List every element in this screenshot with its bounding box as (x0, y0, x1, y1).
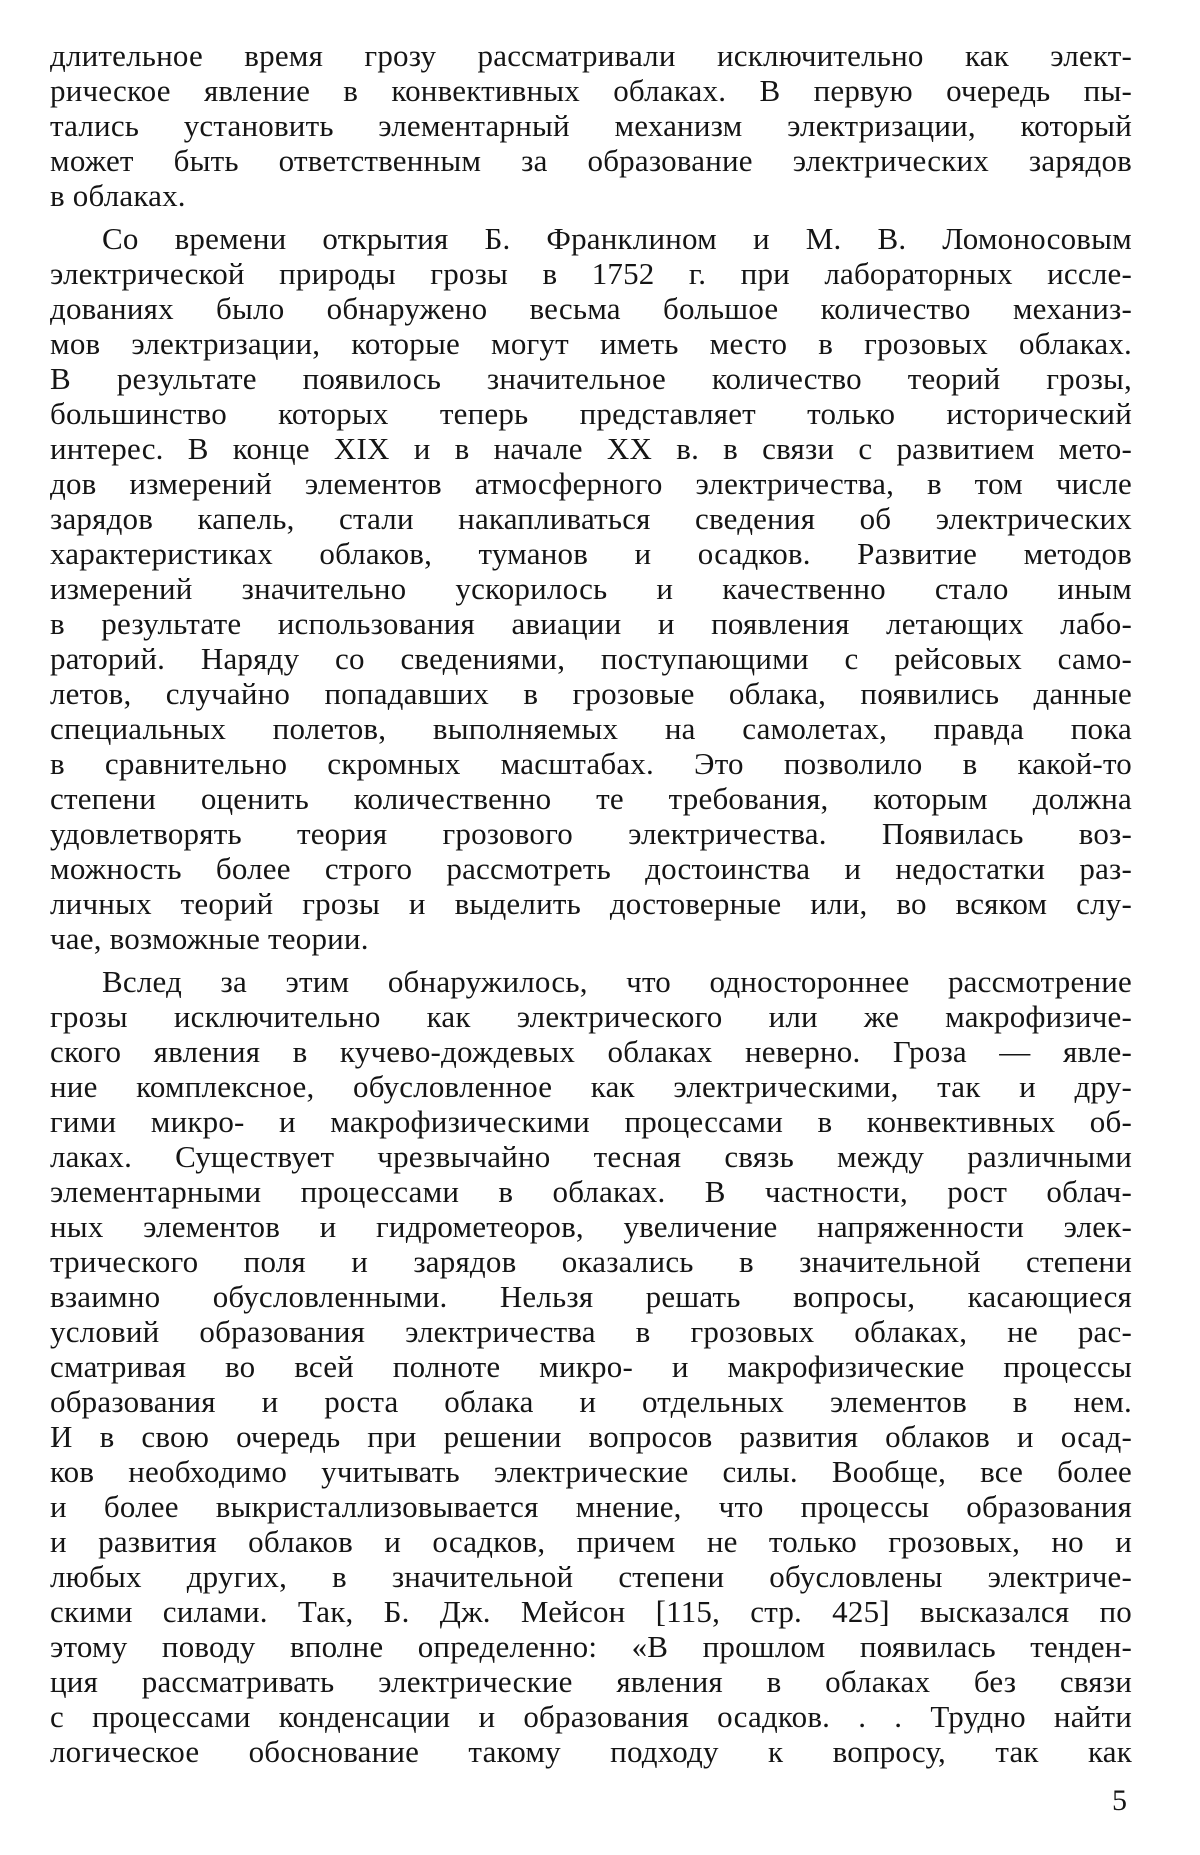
text-line: трического поля и зарядов оказались в значительной степени (50, 1244, 1132, 1279)
text-line: характеристиках облаков, туманов и осадков. Развитие методов (50, 536, 1132, 571)
text-line: длительное время грозу рассматривали исключительно как элект- (50, 38, 1132, 73)
paragraph (50, 38, 1132, 213)
text-line: скими силами. Так, Б. Дж. Мейсон [115, стр. 425] высказался по (50, 1594, 1132, 1629)
text-line: грозы исключительно как электрического или же макрофизиче- (50, 999, 1132, 1034)
text-line: дов измерений элементов атмосферного электричества, в том числе (50, 466, 1132, 501)
text-line: ского явления в кучево-дождевых облаках неверно. Гроза — явле- (50, 1034, 1132, 1069)
page-body (50, 38, 1132, 1769)
text-line: электрической природы грозы в 1752 г. при лабораторных иссле- (50, 256, 1132, 291)
text-line: образования и роста облака и отдельных элементов в нем. (50, 1384, 1132, 1419)
text-line: Вслед за этим обнаружилось, что одностороннее рассмотрение (102, 964, 1132, 999)
paragraph-gap (50, 956, 1132, 964)
text-line: Со времени открытия Б. Франклином и М. В. Ломоносовым (102, 221, 1132, 256)
text-line: тались установить элементарный механизм электризации, который (50, 108, 1132, 143)
text-line: В результате появилось значительное количество теорий грозы, (50, 361, 1132, 396)
text-line: летов, случайно попадавших в грозовые облака, появились данные (50, 676, 1132, 711)
text-line: рическое явление в конвективных облаках. В первую очередь пы- (50, 73, 1132, 108)
paragraph (50, 221, 1132, 956)
text-line: в облаках. (50, 178, 186, 213)
paragraph (50, 964, 1132, 1769)
text-line: специальных полетов, выполняемых на самолетах, правда пока (50, 711, 1132, 746)
text-line: в сравнительно скромных масштабах. Это позволило в какой-то (50, 746, 1132, 781)
text-line: и развития облаков и осадков, причем не только грозовых, но и (50, 1524, 1132, 1559)
text-line: логическое обоснование такому подходу к вопросу, так как (50, 1734, 1132, 1769)
text-line: ных элементов и гидрометеоров, увеличение напряженности элек- (50, 1209, 1132, 1244)
text-line: ние комплексное, обусловленное как электрическими, так и дру- (50, 1069, 1132, 1104)
text-line: степени оценить количественно те требования, которым должна (50, 781, 1132, 816)
text-line: И в свою очередь при решении вопросов развития облаков и осад- (50, 1419, 1132, 1454)
text-line: ков необходимо учитывать электрические силы. Вообще, все более (50, 1454, 1132, 1489)
text-line: может быть ответственным за образование электрических зарядов (50, 143, 1132, 178)
page-number: 5 (1112, 1784, 1127, 1817)
text-line: ция рассматривать электрические явления в облаках без связи (50, 1664, 1132, 1699)
paragraph-gap (50, 213, 1132, 221)
text-line: можность более строго рассмотреть достоинства и недостатки раз- (50, 851, 1132, 886)
text-line: и более выкристаллизовывается мнение, что процессы образования (50, 1489, 1132, 1524)
text-line: любых других, в значительной степени обусловлены электриче- (50, 1559, 1132, 1594)
text-line: раторий. Наряду со сведениями, поступающими с рейсовых само- (50, 641, 1132, 676)
text-line: условий образования электричества в грозовых облаках, не рас- (50, 1314, 1132, 1349)
text-line: в результате использования авиации и появления летающих лабо- (50, 606, 1132, 641)
text-line: зарядов капель, стали накапливаться сведения об электрических (50, 501, 1132, 536)
text-line: взаимно обусловленными. Нельзя решать вопросы, касающиеся (50, 1279, 1132, 1314)
text-line: большинство которых теперь представляет только исторический (50, 396, 1132, 431)
text-line: элементарными процессами в облаках. В частности, рост облач- (50, 1174, 1132, 1209)
text-line: этому поводу вполне определенно: «В прошлом появилась тенден- (50, 1629, 1132, 1664)
text-line: с процессами конденсации и образования осадков. . . Трудно найти (50, 1699, 1132, 1734)
text-line: удовлетворять теория грозового электричества. Появилась воз- (50, 816, 1132, 851)
text-line: гими микро- и макрофизическими процессами в конвективных об- (50, 1104, 1132, 1139)
text-line: лаках. Существует чрезвычайно тесная связь между различными (50, 1139, 1132, 1174)
text-line: личных теорий грозы и выделить достоверные или, во всяком слу- (50, 886, 1132, 921)
text-line: сматривая во всей полноте микро- и макрофизические процессы (50, 1349, 1132, 1384)
text-line: интерес. В конце XIX и в начале XX в. в связи с развитием мето- (50, 431, 1132, 466)
text-line: чае, возможные теории. (50, 921, 369, 956)
text-line: измерений значительно ускорилось и качественно стало иным (50, 571, 1132, 606)
text-line: дованиях было обнаружено весьма большое количество механиз- (50, 291, 1132, 326)
text-line: мов электризации, которые могут иметь место в грозовых облаках. (50, 326, 1132, 361)
